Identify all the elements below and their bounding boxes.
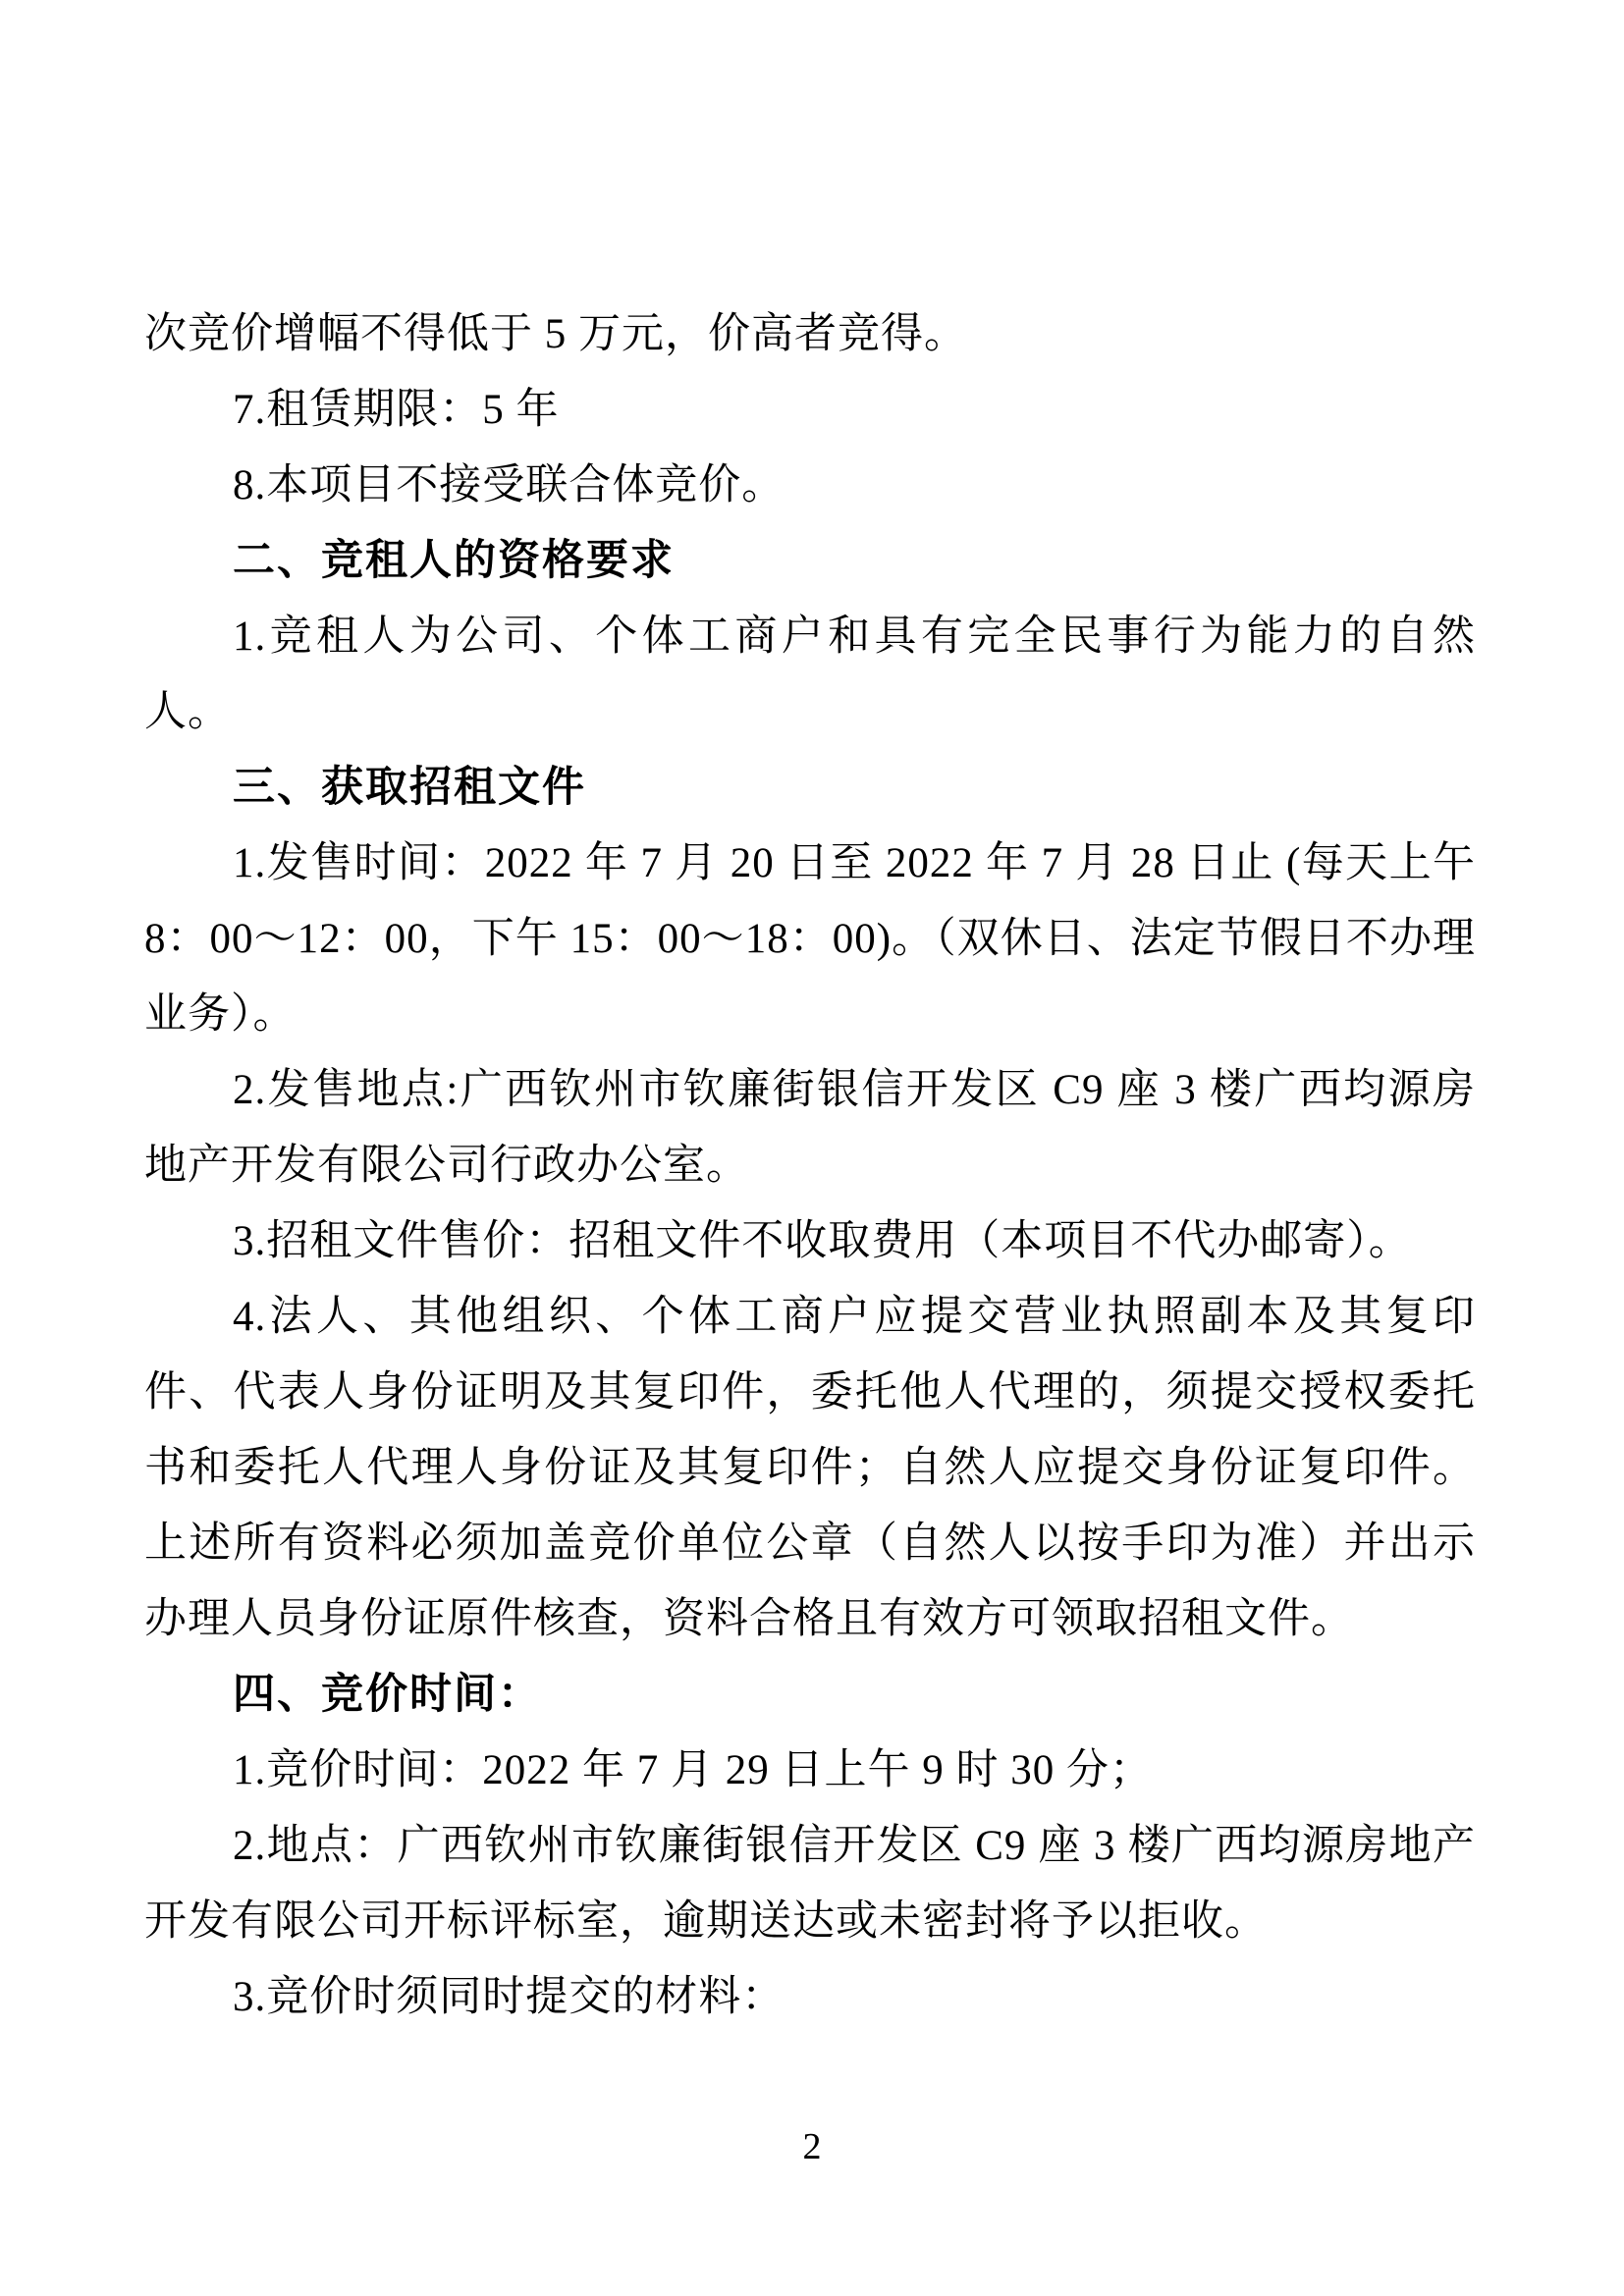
page-number: 2 xyxy=(802,2126,822,2167)
list-item-1-sale-time: 1.发售时间：2022 年 7 月 20 日至 2022 年 7 月 28 日止 (每天上午 8：00～12：00，下午 15：00～18：00)。（双休日、法定节假日不办理业务）。 xyxy=(144,840,1476,1038)
list-item-4-required-credentials: 4.法人、其他组织、个体工商户应提交营业执照副本及其复印件、代表人身份证明及其复印件，委托他人代理的，须提交授权委托书和委托人代理人身份证及其复印件；自然人应提交身份证复印件。上述所有资料必须加盖竞价单位公章（自然人以按手印为准）并出示办理人员身份证原件核查，资料合格且有效方可领取招租文件。 xyxy=(144,1294,1476,1642)
section-heading-4-bidding-time: 四、竞价时间： xyxy=(233,1671,542,1718)
list-item-2-sale-location: 2.发售地点:广西钦州市钦廉街银信开发区 C9 座 3 楼广西均源房地产开发有限公司行政办公室。 xyxy=(144,1067,1476,1189)
list-item-1-bidder-eligibility: 1.竞租人为公司、个体工商户和具有完全民事行为能力的自然人。 xyxy=(144,614,1476,735)
list-item-1-bidding-time: 1.竞价时间：2022 年 7 月 29 日上午 9 时 30 分； xyxy=(233,1747,1153,1793)
list-item-3-document-price: 3.招租文件售价：招租文件不收取费用（本项目不代办邮寄）。 xyxy=(233,1218,1412,1264)
section-heading-2-qualification: 二、竞租人的资格要求 xyxy=(233,537,675,584)
list-item-8-no-consortium: 8.本项目不接受联合体竞价。 xyxy=(233,462,785,508)
section-heading-3-obtain-documents: 三、获取招租文件 xyxy=(233,764,586,811)
list-item-3-materials-to-submit: 3.竞价时须同时提交的材料： xyxy=(233,1974,785,2020)
paragraph-continuation: 次竞价增幅不得低于 5 万元，价高者竞得。 xyxy=(144,311,967,357)
list-item-7-lease-term: 7.租赁期限：5 年 xyxy=(233,387,560,433)
page-content xyxy=(144,296,1476,2035)
list-item-2-bidding-location: 2.地点：广西钦州市钦廉街银信开发区 C9 座 3 楼广西均源房地产开发有限公司开标评标室，逾期送达或未密封将予以拒收。 xyxy=(144,1823,1476,1945)
